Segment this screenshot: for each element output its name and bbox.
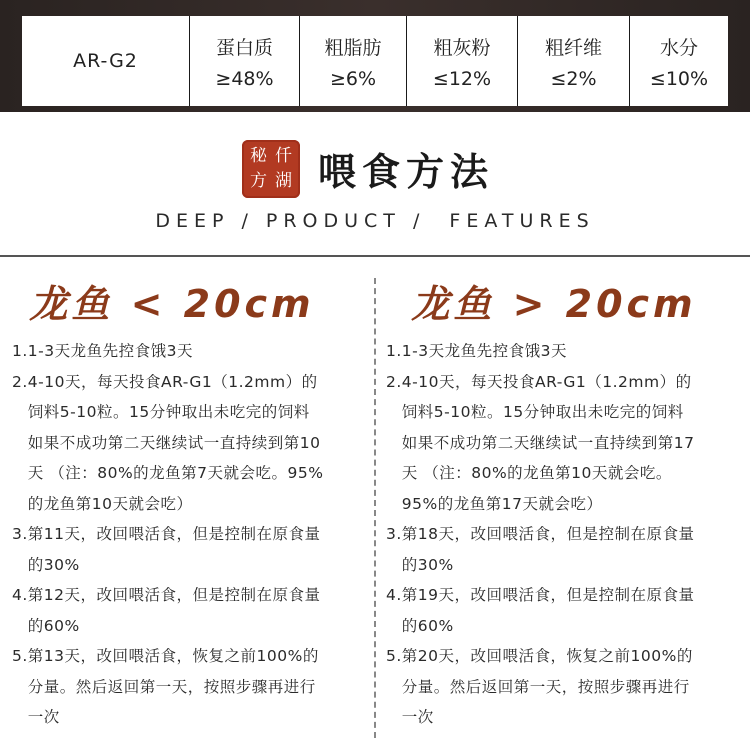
nutrient-value: ≥48% bbox=[215, 67, 274, 90]
step-item bbox=[12, 519, 372, 580]
step-line: 第19天，改回喂活食，但是控制在原食量 bbox=[401, 586, 695, 604]
step-number: 3. bbox=[386, 525, 402, 543]
step-item bbox=[12, 641, 372, 733]
step-number: 3. bbox=[12, 525, 28, 543]
step-line: 95%的龙鱼第17天就会吃） bbox=[401, 494, 603, 513]
step-text bbox=[402, 641, 746, 733]
step-text bbox=[28, 580, 372, 641]
step-line: 第13天，改回喂活食，恢复之前100%的 bbox=[27, 647, 319, 665]
step-line: 1-3天龙鱼先控食饿3天 bbox=[401, 342, 567, 360]
feeding-column-small bbox=[12, 278, 372, 733]
nutrient-value: ≤12% bbox=[432, 67, 492, 90]
column-divider bbox=[374, 278, 376, 738]
step-item bbox=[386, 580, 746, 641]
step-text bbox=[402, 580, 746, 641]
step-number: 2. bbox=[12, 372, 28, 391]
step-line: 4-10天，每天投食AR-G1（1.2mm）的 bbox=[401, 372, 692, 391]
steps-list bbox=[12, 336, 372, 733]
step-item bbox=[386, 367, 746, 520]
step-number: 4. bbox=[386, 586, 402, 604]
feeding-column-large bbox=[386, 278, 746, 733]
step-line: 饲料5-10粒。15分钟取出未吃完的饲料 bbox=[27, 403, 310, 421]
step-item bbox=[386, 336, 746, 367]
section-divider bbox=[0, 255, 750, 257]
step-line: 的30% bbox=[401, 555, 454, 574]
step-number: 4. bbox=[12, 586, 28, 604]
nutrient-ash bbox=[407, 16, 518, 106]
step-number: 1. bbox=[386, 342, 402, 360]
model-cell bbox=[22, 16, 190, 106]
step-line: 饲料5-10粒。15分钟取出未吃完的饲料 bbox=[401, 403, 684, 421]
step-line: 第11天，改回喂活食，但是控制在原食量 bbox=[27, 525, 321, 543]
step-line: 4-10天，每天投食AR-G1（1.2mm）的 bbox=[27, 372, 318, 391]
step-item bbox=[12, 367, 372, 520]
step-line: 的30% bbox=[27, 555, 80, 574]
step-item bbox=[12, 580, 372, 641]
step-line: 第12天，改回喂活食，但是控制在原食量 bbox=[27, 586, 321, 604]
step-line: 天 （注：80%的龙鱼第10天就会吃。 bbox=[401, 464, 672, 482]
step-line: 天 （注：80%的龙鱼第7天就会吃。95% bbox=[27, 464, 324, 482]
page-title: 喂食方法 bbox=[318, 150, 495, 194]
column-title: 龙鱼 < 20cm bbox=[29, 282, 315, 326]
seal-char: 仟 bbox=[275, 146, 292, 166]
nutrient-value: ≥6% bbox=[329, 67, 377, 90]
seal-logo bbox=[242, 140, 300, 198]
step-text bbox=[28, 367, 372, 520]
step-item bbox=[12, 336, 372, 367]
model-label: AR-G2 bbox=[73, 50, 138, 72]
nutrient-name: 水分 bbox=[659, 36, 698, 59]
step-line: 如果不成功第二天继续试一直持续到第17 bbox=[401, 433, 695, 452]
step-item bbox=[386, 641, 746, 733]
page-subtitle: DEEP / PRODUCT / FEATURES bbox=[155, 210, 595, 232]
step-line: 分量。然后返回第一天，按照步骤再进行 bbox=[401, 677, 690, 696]
nutrient-name: 粗脂肪 bbox=[324, 36, 382, 59]
step-item bbox=[386, 519, 746, 580]
step-text bbox=[28, 641, 372, 733]
column-title: 龙鱼 > 20cm bbox=[411, 282, 697, 326]
nutrient-name: 粗灰粉 bbox=[433, 36, 491, 59]
step-text bbox=[28, 519, 372, 580]
step-line: 如果不成功第二天继续试一直持续到第10 bbox=[27, 433, 321, 452]
nutrient-name: 蛋白质 bbox=[215, 36, 273, 59]
step-line: 一次 bbox=[401, 708, 434, 726]
step-number: 5. bbox=[12, 647, 28, 665]
step-number: 5. bbox=[386, 647, 402, 665]
step-line: 的60% bbox=[27, 616, 80, 635]
nutrient-name: 粗纤维 bbox=[544, 36, 602, 59]
step-line: 的龙鱼第10天就会吃） bbox=[27, 494, 193, 513]
step-line: 第18天，改回喂活食，但是控制在原食量 bbox=[401, 525, 695, 543]
nutrient-fiber bbox=[518, 16, 630, 106]
seal-char: 方 bbox=[250, 171, 267, 191]
step-line: 的60% bbox=[401, 616, 454, 635]
steps-list bbox=[386, 336, 746, 733]
nutrition-table bbox=[22, 16, 728, 106]
nutrient-moisture bbox=[630, 16, 728, 106]
step-text bbox=[402, 336, 746, 367]
seal-char: 湖 bbox=[275, 171, 292, 191]
nutrient-value: ≤10% bbox=[649, 67, 709, 90]
step-line: 分量。然后返回第一天，按照步骤再进行 bbox=[27, 677, 316, 696]
step-number: 2. bbox=[386, 372, 402, 391]
nutrient-protein bbox=[190, 16, 300, 106]
step-number: 1. bbox=[12, 342, 28, 360]
step-line: 1-3天龙鱼先控食饿3天 bbox=[27, 342, 193, 360]
nutrient-value: ≤2% bbox=[550, 67, 597, 90]
step-text bbox=[402, 519, 746, 580]
nutrient-fat bbox=[300, 16, 407, 106]
step-text bbox=[28, 336, 372, 367]
step-text bbox=[402, 367, 746, 520]
step-line: 一次 bbox=[27, 708, 60, 726]
step-line: 第20天，改回喂活食，恢复之前100%的 bbox=[401, 647, 693, 665]
seal-char: 秘 bbox=[250, 146, 267, 166]
